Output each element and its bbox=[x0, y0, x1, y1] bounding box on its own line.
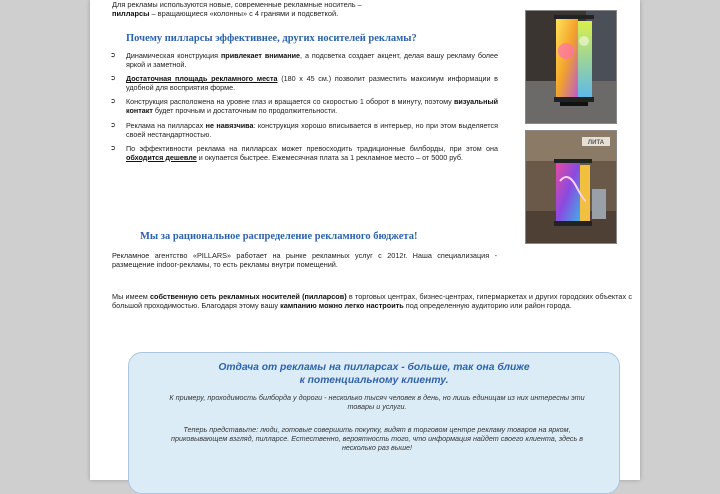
benefits-list bbox=[110, 51, 498, 167]
pillar-illustration bbox=[526, 11, 616, 123]
document-page bbox=[90, 0, 640, 480]
arrow-bullet-icon: ➲ bbox=[110, 121, 116, 129]
intro-paragraph bbox=[112, 0, 497, 18]
arrow-bullet-icon: ➲ bbox=[110, 52, 116, 59]
list-item: ➲ Конструкция расположена на уровне глаз и вращается со скоростью 1 оборот в минуту, поэтому визуальный контакт будет прочным и достаточным по продолжительности. bbox=[110, 97, 498, 116]
callout-box bbox=[128, 352, 620, 494]
intro-line1: Для рекламы используются новые, современные рекламные носитель – bbox=[112, 0, 362, 9]
pillar-illustration bbox=[526, 131, 616, 243]
list-item: ➲ Достаточная площадь рекламного места (180 х 45 см.) позволит разместить максимум информации в удобной для восприятия форме. bbox=[110, 74, 498, 93]
pillar-photo-mall bbox=[525, 10, 617, 124]
agency-paragraph: Рекламное агентство «PILLARS» работает на рынке рекламных услуг с 2012г. Наша специализация - размещение indoor-рекламы, то есть рекламы внутри помещений. bbox=[112, 251, 497, 270]
budget-heading: Мы за рациональное распределение рекламного бюджета! bbox=[140, 231, 418, 242]
arrow-bullet-icon: ➲ bbox=[110, 144, 116, 152]
list-item: ➲ По эффективности реклама на пилларсах может превосходить традиционные билборды, при этом она обходится дешевле и окупается быстрее. Ежемесячная плата за 1 рекламное место – от 5000 руб. bbox=[110, 143, 498, 162]
arrow-bullet-icon: ➲ bbox=[110, 75, 116, 83]
intro-line2: – вращающиеся «колонны» с 4 гранями и подсветкой. bbox=[149, 9, 339, 18]
arrow-bullet-icon: ➲ bbox=[110, 98, 116, 106]
pillar-photo-indoor bbox=[525, 130, 617, 244]
callout-title: Отдача от рекламы на пилларсах - больше, так она ближе к потенциальному клиенту. bbox=[218, 362, 530, 386]
callout-paragraph-2: Теперь представьте: люди, готовые совершить покупку, видят в торговом центре рекламу товаров на ярком, приковывающем взгляд, пилларсе. Естественно, вероятность того, что информация найдет своего клиента, здесь в несколько раз выше! bbox=[171, 425, 583, 452]
shop-sign: ЛИТА bbox=[587, 140, 605, 146]
list-item: ➲ Динамическая конструкция привлекает внимание, а подсветка создает акцент, делая вашу рекламу более яркой и заметной. bbox=[110, 51, 498, 70]
why-heading: Почему пилларсы эффективнее, других носителей рекламы? bbox=[126, 33, 417, 44]
callout-paragraph-1: К примеру, проходимость билборда у дороги - несколько тысяч человек в день, но лишь единицам из них интересны эти товары и услуги. bbox=[169, 393, 585, 411]
intro-bold-word: пилларсы bbox=[112, 9, 150, 18]
network-paragraph: Мы имеем собственную сеть рекламных носителей (пилларсов) в торговых центрах, бизнес-центрах, гипермаркетах и других городских объектах с большой проходимостью. Благодаря этому вашу кампанию можно легко настроить под определенную аудиторию или район города. bbox=[112, 292, 632, 311]
list-item: ➲ Реклама на пилларсах не навязчива: конструкция хорошо вписывается в интерьер, но при этом выделяется своей нестандартностью. bbox=[110, 120, 498, 139]
